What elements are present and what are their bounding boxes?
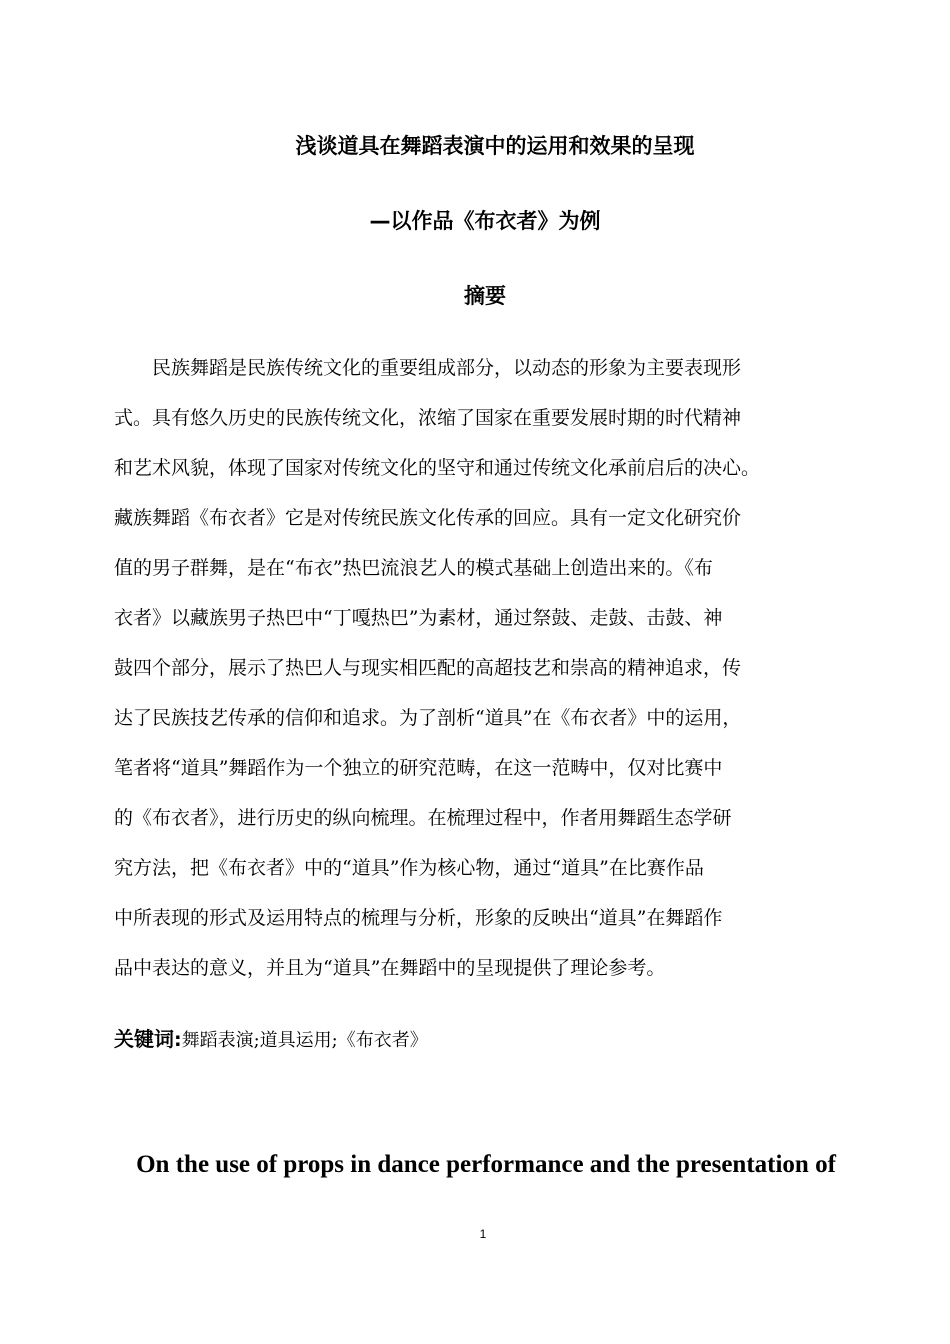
document-title: 浅谈道具在舞蹈表演中的运用和效果的呈现 [295, 134, 695, 158]
keywords-value: 舞蹈表演;道具运用;《布衣者》 [181, 1030, 428, 1051]
page-number: 1 [479, 1227, 487, 1241]
abstract-heading: 摘要 [464, 284, 506, 308]
keywords-label: 关键词 [114, 1027, 174, 1051]
english-title: On the use of props in dance performance and the presentation of [136, 1151, 836, 1178]
abstract-line: 达了民族技艺传承的信仰和追求。为了剖析“道具”在《布衣者》中的运用， [114, 707, 742, 729]
abstract-line: 的《布衣者》，进行历史的纵向梳理。在梳理过程中，作者用舞蹈生态学研 [114, 807, 732, 829]
keywords-row [114, 1024, 874, 1056]
abstract-line: 中所表现的形式及运用特点的梳理与分析，形象的反映出“道具”在舞蹈作 [114, 907, 723, 929]
keywords-separator: : [174, 1029, 182, 1051]
abstract-line: 式。具有悠久历史的民族传统文化，浓缩了国家在重要发展时期的时代精神 [114, 407, 742, 429]
abstract-line: 鼓四个部分，展示了热巴人与现实相匹配的高超技艺和崇高的精神追求，传 [114, 657, 742, 679]
abstract-line: 衣者》以藏族男子热巴中“丁嘎热巴”为素材，通过祭鼓、走鼓、击鼓、神 [114, 607, 723, 629]
abstract-line: 究方法，把《布衣者》中的“道具”作为核心物，通过“道具”在比赛作品 [114, 857, 704, 879]
abstract-line: 和艺术风貌，体现了国家对传统文化的坚守和通过传统文化承前启后的决心。 [114, 457, 761, 479]
abstract-line: 藏族舞蹈《布衣者》它是对传统民族文化传承的回应。具有一定文化研究价 [114, 507, 742, 529]
abstract-line: 品中表达的意义，并且为“道具”在舞蹈中的呈现提供了理论参考。 [114, 957, 666, 979]
abstract-line: 民族舞蹈是民族传统文化的重要组成部分，以动态的形象为主要表现形 [152, 357, 742, 379]
abstract-line: 值的男子群舞，是在“布衣”热巴流浪艺人的模式基础上创造出来的。《布 [114, 557, 713, 579]
abstract-paragraph [114, 351, 874, 1001]
abstract-line: 笔者将“道具”舞蹈作为一个独立的研究范畴，在这一范畴中，仅对比赛中 [114, 757, 723, 779]
document-subtitle: —以作品《布衣者》为例 [369, 209, 601, 233]
